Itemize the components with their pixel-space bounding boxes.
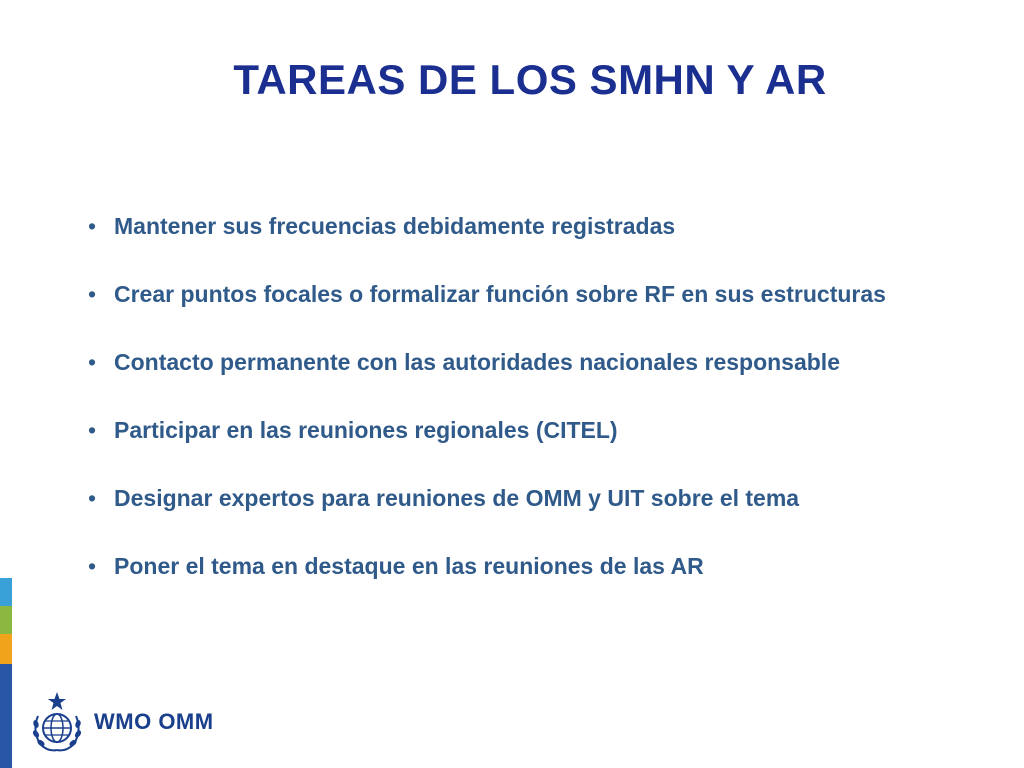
bullet-item [82, 276, 1002, 344]
bullet-marker: • [87, 417, 97, 443]
bullet-marker: • [87, 281, 97, 307]
bullet-list [82, 208, 1002, 616]
bullet-item [82, 480, 1002, 548]
bullet-text: Crear puntos focales o formalizar función sobre RF en sus estructuras [114, 281, 886, 307]
color-stripe-bar [0, 578, 12, 768]
stripe-blue [0, 578, 12, 606]
bullet-item [82, 208, 1002, 276]
bullet-text: Designar expertos para reuniones de OMM y UIT sobre el tema [114, 485, 800, 511]
bullet-item [82, 344, 1002, 412]
bullet-text: Contacto permanente con las autoridades nacionales responsable [114, 349, 840, 375]
bullet-text: Mantener sus frecuencias debidamente registradas [114, 213, 676, 239]
bullet-text: Participar en las reuniones regionales (CITEL) [114, 417, 618, 443]
stripe-orange [0, 634, 12, 664]
stripe-darkblue [0, 664, 12, 768]
bullet-marker: • [87, 485, 97, 511]
bullet-item [82, 548, 1002, 616]
bullet-marker: • [87, 349, 97, 375]
bullet-text: Poner el tema en destaque en las reuniones de las AR [114, 553, 704, 579]
wmo-emblem-icon [28, 690, 86, 754]
slide-title: TAREAS DE LOS SMHN Y AR [233, 56, 827, 103]
bullet-marker: • [87, 553, 97, 579]
stripe-green [0, 606, 12, 634]
wmo-logo [28, 690, 214, 754]
bullet-item [82, 412, 1002, 480]
bullet-marker: • [87, 213, 97, 239]
logo-wordmark: WMO OMM [94, 709, 214, 734]
